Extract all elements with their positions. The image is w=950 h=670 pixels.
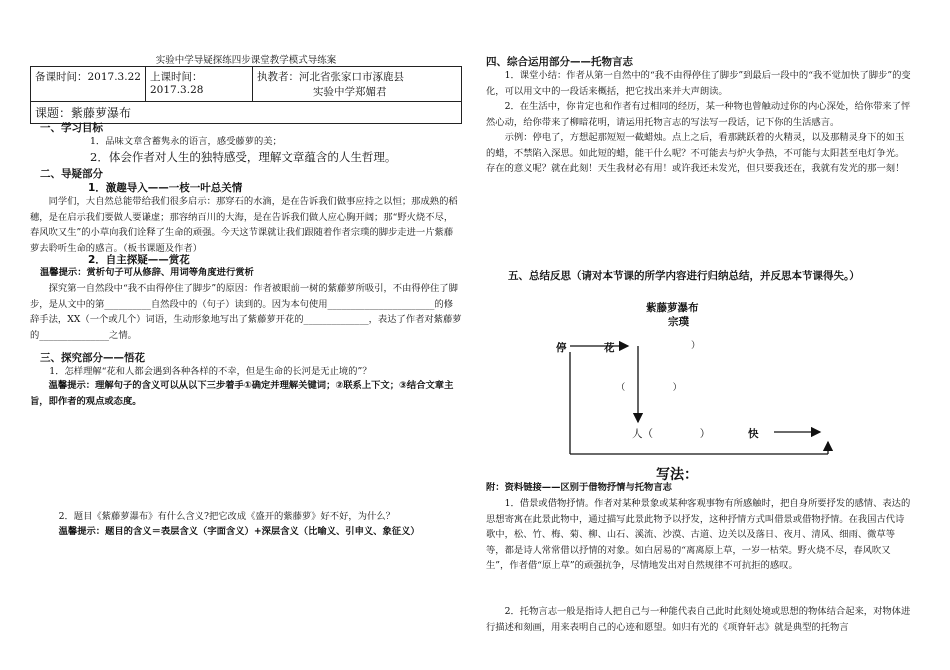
board-paren-2: （ ） [616,382,682,393]
board-ren: 人（ ） [632,428,711,440]
question-2: 2．题目《紫藤萝瀑布》有什么含义?把它改成《盛开的紫藤萝》好不好，为什么？ [58,511,395,522]
topic: 课题：紫藤萝瀑布 [31,102,462,124]
section-4-heading: 四、综合运用部分——托物言志 [486,56,633,68]
hint-appreciation: 温馨提示：赏析句子可从修辞、用词等角度进行赏析 [40,267,254,278]
question-1: 1．怎样理解“花和人都会遇到各种各样的不幸，但是生命的长河是无止境的”？ [49,366,372,377]
intro-paragraph: 同学们，大自然总能带给我们很多启示：那穿石的水滴，是在告诉我们做事应持之以恒；那成熟的稻穗，是在启示我们要做人要谦虚；那容纳百川的大海，是在告诉我们做人应心胸开阔；那“野火烧不尽，春风吹又生”的小草向我们诠释了生命的顽强。今天这节课就让我们跟随着作者宗璞的脚步走进一片紫藤萝去聆听生命的感言。（板书课题及作者） [30,196,458,254]
section-5-heading: 五、总结反思（请对本节课的所学内容进行归纳总结，并反思本节课得失。） [508,270,860,282]
appendix-title: 附：资料链接——区别于借物抒情与托物言志 [486,482,672,493]
board-title: 紫藤萝瀑布 [646,302,699,314]
explore-paragraph: 探究第一自然段中“我不由得停住了脚步”的原因：作者被眼前一树的紫藤萝所吸引，不由得停住了脚步，是从文中的第__________自然段中的（句子）读到的。因为本句使用_______________________的修辞手法，XX（一个或几个）词语，生动形象地写出了紫藤萝开花的______________，表达了作者对紫藤萝的_______________之情。 [30,283,462,341]
author-cell [253,67,462,102]
section-1-heading: 一、学习目标 [40,122,103,134]
board-author: 宗璞 [668,316,689,328]
appendix-paragraph-1: 1．借景或借物抒情。作者对某种景象或某种客观事物有所感触时，把自身所要抒发的感情、表达的思想寄寓在此景此物中，通过描写此景此物予以抒发，这种抒情方式叫借景或借物抒情。在我国古代诗歌中，松、竹、梅、菊、柳、山石、溪流、沙漠、古道、边关以及落日、夜月、清风、细雨、微草等等，都是诗人常常借以抒情的对象。如白居易的“离离原上草，一岁一枯荣。野火烧不尽，春风吹又生”，作者借“原上草”的顽强抗争，尽情地发出对自然规律不可抗拒的感叹。 [486,498,911,571]
board-paren-1: ） [691,340,701,351]
hint-sentence: 温馨提示：理解句子的含义可以从以下三步着手①确定并理解关键词；②联系上下文；③结合文章主旨，即作者的观点或态度。 [30,380,454,407]
section-4-item-2: 2．在生活中，你肯定也和作者有过相同的经历，某一种物也曾触动过你的内心深处，给你带来了怦然心动，给你带来了柳暗花明，请运用托物言志的写法写一段话，记下你的生活感言。 [486,101,911,128]
header-table [30,66,462,124]
author-line-2: 实验中学郑媚君 [313,86,387,98]
section-2-sub-1: 1．激趣导入——一枝一叶总关情 [88,182,243,194]
board-kuai: 快 [748,428,759,440]
author-line-1: 执教者：河北省张家口市涿鹿县 [257,71,404,83]
section-4-item-1: 1．课堂小结：作者从第一自然中的“我不由得停住了脚步”到最后一段中的“我不觉加快了脚步”的变化，可以用文中的一段话来概括，把它找出来并大声朗读。 [486,70,911,97]
writing-method-label: 写法： [656,467,698,483]
section-2-sub-2: 2．自主探疑——赏花 [88,254,190,266]
hint-title: 温馨提示：题目的含义＝表层含义（字面含义）+深层含义（比喻义、引申义、象征义） [58,526,420,537]
class-time: 上课时间：2017.3.28 [146,67,253,102]
goal-1: 1．品味文章含蓄隽永的语言，感受藤萝的美； [90,136,282,147]
appendix-paragraph-2: 2．托物言志一般是指诗人把自己与一种能代表自己此时此刻处境或思想的物体结合起来，对物体进行描述和刻画，用来表明自己的心迹和愿望。如归有光的《项脊轩志》就是典型的托物言 [486,606,911,633]
section-2-heading: 二、导疑部分 [40,168,103,180]
prep-time: 备课时间：2017.3.22 [31,67,146,102]
example-paragraph: 示例：停电了，方想起那短短一截蜡烛。点上之后，看那跳跃着的火精灵，以及那精灵身下的如玉的蜡，不禁陷入深思。如此短的蜡，能干什么呢？不可能去与炉火争热，不可能与太阳甚至电灯争光。存在的意义呢？就在此刻！天生我材必有用！或许我还未发光，但只要我还在，我就有发光的那一刻！ [486,132,905,174]
board-ting: 停 [556,342,567,354]
section-3-heading: 三、探究部分——悟花 [40,352,145,364]
document-title: 实验中学导疑探练四步课堂教学模式导练案 [155,55,337,66]
board-hua: 花 [604,342,615,354]
goal-2: 2．体会作者对人生的独特感受，理解文章蕴含的人生哲理。 [90,150,397,164]
